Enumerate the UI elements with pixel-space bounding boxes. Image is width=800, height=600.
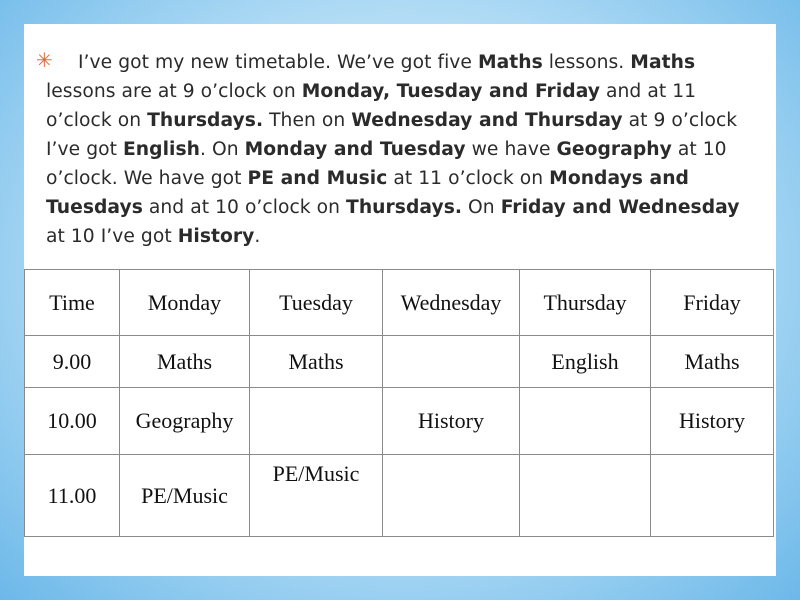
table-cell: PE/Music bbox=[250, 455, 383, 537]
bold-text-run: Mondays and Tuesdays bbox=[46, 168, 689, 218]
time-cell: 9.00 bbox=[25, 336, 120, 388]
text-run: at 10 o’clock. We have got bbox=[46, 139, 727, 189]
star-bullet-icon: ✳ bbox=[36, 48, 53, 72]
bold-text-run: English bbox=[122, 139, 201, 160]
header-monday: Monday bbox=[120, 270, 250, 336]
bold-text-run: Thursdays. bbox=[346, 197, 463, 218]
table-cell bbox=[250, 388, 383, 455]
table-cell bbox=[383, 336, 520, 388]
table-cell: Maths bbox=[250, 336, 383, 388]
bold-text-run: History bbox=[177, 226, 255, 247]
text-run: . On bbox=[200, 139, 245, 160]
bold-text-run: Wednesday and Thursday bbox=[351, 110, 623, 131]
table-row bbox=[25, 388, 774, 455]
table-cell: Maths bbox=[651, 336, 774, 388]
text-run: . bbox=[254, 226, 261, 247]
timetable-table bbox=[24, 269, 774, 537]
header-wednesday: Wednesday bbox=[383, 270, 520, 336]
text-run: On bbox=[462, 197, 501, 218]
timetable-description bbox=[46, 48, 764, 251]
bold-text-run: Thursdays. bbox=[147, 110, 264, 131]
table-cell bbox=[520, 388, 651, 455]
header-thursday: Thursday bbox=[520, 270, 651, 336]
text-run: I’ve got my new timetable. We’ve got five bbox=[78, 52, 478, 73]
table-cell bbox=[383, 455, 520, 537]
text-run: we have bbox=[465, 139, 557, 160]
table-cell bbox=[520, 455, 651, 537]
text-run: at 9 o’clock I’ve got bbox=[46, 110, 738, 160]
bold-text-run: Maths bbox=[630, 52, 696, 73]
table-cell: PE/Music bbox=[120, 455, 250, 537]
text-run: and at 10 o’clock on bbox=[142, 197, 347, 218]
table-cell: Maths bbox=[120, 336, 250, 388]
bold-text-run: Monday and Tuesday bbox=[244, 139, 466, 160]
bold-text-run: Geography bbox=[556, 139, 672, 160]
table-row bbox=[25, 455, 774, 537]
text-run: lessons. bbox=[542, 52, 631, 73]
header-friday: Friday bbox=[651, 270, 774, 336]
table-cell bbox=[651, 455, 774, 537]
text-run: at 11 o’clock on bbox=[387, 168, 550, 189]
table-row bbox=[25, 336, 774, 388]
bold-text-run: Monday, Tuesday and Friday bbox=[301, 81, 601, 102]
text-run: and at 11 o’clock on bbox=[46, 81, 697, 131]
table-header-row bbox=[25, 270, 774, 336]
table-cell: History bbox=[383, 388, 520, 455]
header-time: Time bbox=[25, 270, 120, 336]
bold-text-run: PE and Music bbox=[247, 168, 388, 189]
time-cell: 11.00 bbox=[25, 455, 120, 537]
header-tuesday: Tuesday bbox=[250, 270, 383, 336]
table-cell: History bbox=[651, 388, 774, 455]
table-cell: English bbox=[520, 336, 651, 388]
time-cell: 10.00 bbox=[25, 388, 120, 455]
table-cell: Geography bbox=[120, 388, 250, 455]
bold-text-run: Friday and Wednesday bbox=[500, 197, 740, 218]
bold-text-run: Maths bbox=[477, 52, 543, 73]
text-run: lessons are at 9 o’clock on bbox=[46, 81, 302, 102]
text-run: at 10 I’ve got bbox=[46, 226, 178, 247]
text-run: Then on bbox=[263, 110, 352, 131]
